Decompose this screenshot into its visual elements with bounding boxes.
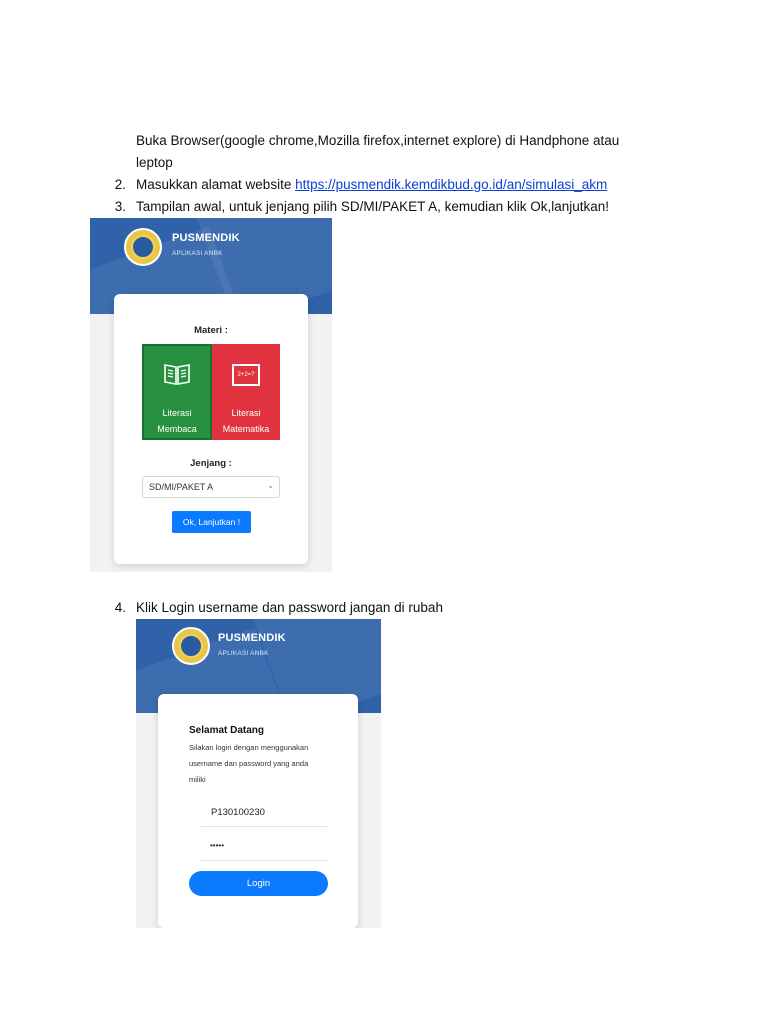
math-glyph: 2+2=? bbox=[237, 372, 255, 378]
screenshot-login bbox=[136, 619, 381, 928]
welcome-title: Selamat Datang bbox=[189, 725, 265, 736]
brand-subtitle: APLIKASI ANBK bbox=[172, 250, 223, 257]
step-4-number: 4. bbox=[114, 600, 126, 615]
jenjang-selected-value: SD/MI/PAKET A bbox=[149, 482, 214, 492]
password-field[interactable] bbox=[201, 836, 327, 861]
brand-subtitle: APLIKASI ANBK bbox=[218, 650, 269, 657]
tile-literasi-membaca[interactable] bbox=[142, 344, 212, 440]
tile-math-label-1: Literasi bbox=[231, 408, 261, 418]
brand-title: PUSMENDIK bbox=[172, 232, 240, 244]
step-4-text: Klik Login username dan password jangan di rubah bbox=[136, 600, 443, 615]
brand-title: PUSMENDIK bbox=[218, 632, 286, 644]
login-description-1: Silakan login dengan menggunakan bbox=[189, 743, 309, 752]
math-board-icon bbox=[232, 364, 260, 386]
username-field[interactable] bbox=[201, 802, 327, 827]
step-2-number: 2. bbox=[114, 177, 126, 192]
screenshot-select-materi bbox=[90, 218, 332, 572]
simulasi-akm-link[interactable]: https://pusmendik.kemdikbud.go.id/an/simulasi_akm bbox=[295, 177, 608, 192]
login-card bbox=[158, 694, 358, 928]
step-1-text-continued: leptop bbox=[136, 155, 173, 170]
tile-literasi-label-1: Literasi bbox=[162, 408, 192, 418]
materi-label: Materi : bbox=[194, 325, 228, 336]
tile-math-label-2: Matematika bbox=[222, 424, 270, 434]
jenjang-select[interactable] bbox=[142, 476, 280, 498]
materi-card bbox=[114, 294, 308, 564]
tile-literasi-label-2: Membaca bbox=[157, 424, 197, 434]
login-description-3: miliki bbox=[189, 775, 206, 784]
tile-literasi-matematika[interactable] bbox=[212, 344, 280, 440]
step-1-text: Buka Browser(google chrome,Mozilla firefox,internet explore) di Handphone atau bbox=[136, 133, 620, 148]
chevron-down-icon: ⌄ bbox=[267, 481, 274, 490]
jenjang-label: Jenjang : bbox=[190, 458, 232, 469]
username-value: P130100230 bbox=[211, 807, 265, 818]
login-description-2: username dan password yang anda bbox=[189, 759, 309, 768]
step-3-text: Tampilan awal, untuk jenjang pilih SD/MI/PAKET A, kemudian klik Ok,lanjutkan! bbox=[136, 199, 609, 214]
login-button[interactable]: Login bbox=[189, 871, 328, 896]
password-value: ••••• bbox=[210, 841, 225, 850]
step-3-number: 3. bbox=[114, 199, 126, 214]
ok-lanjutkan-button[interactable]: Ok, Lanjutkan ! bbox=[172, 511, 251, 533]
book-icon bbox=[163, 362, 191, 386]
tut-wuri-handayani-logo-icon bbox=[124, 228, 162, 266]
step-2-text: Masukkan alamat website bbox=[136, 177, 296, 192]
tut-wuri-handayani-logo-icon bbox=[172, 627, 210, 665]
